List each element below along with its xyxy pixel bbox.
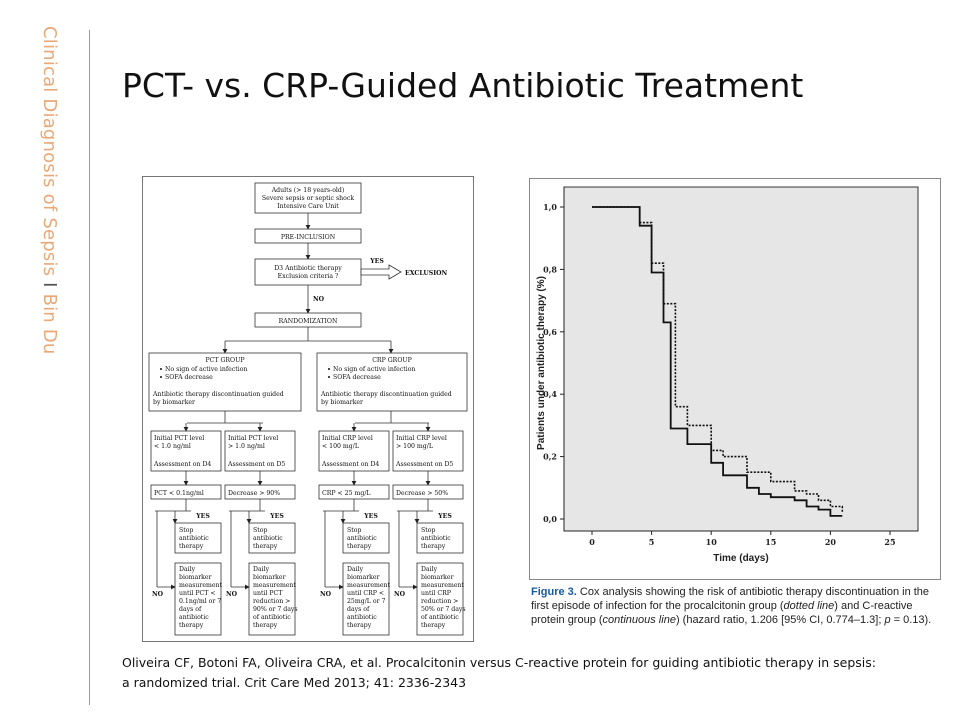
- y-tick-label: 0,2: [543, 451, 557, 462]
- arm-2-daily-line-2: biomarker: [347, 574, 380, 581]
- crp-group-title: CRP GROUP: [372, 357, 412, 364]
- arm-0-daily-line-2: biomarker: [179, 574, 212, 581]
- start-line-2: Severe sepsis or septic shock: [261, 195, 355, 202]
- arm-2-stop-line-1: Stop: [347, 527, 362, 534]
- sidebar-author: Bin Du: [39, 293, 60, 355]
- arm-0-level-line-2: < 1.0 ng/ml: [154, 443, 191, 450]
- figure-caption: [531, 585, 941, 627]
- arm-0-assessment: Assessment on D4: [154, 461, 212, 468]
- arm-2-level-line-1: Initial CRP level: [322, 435, 373, 442]
- arm-1-daily-line-4: until PCT: [253, 590, 283, 597]
- y-tick-label: 0,8: [543, 264, 557, 275]
- arm-2-assessment: Assessment on D4: [322, 461, 380, 468]
- arm-2-daily-line-6: days of: [347, 606, 370, 613]
- arm-2-daily-line-3: measurement: [347, 582, 390, 589]
- crp-bullet-dot-2: [328, 376, 330, 378]
- crp-guide-2: by biomarker: [321, 399, 363, 406]
- arm-1-daily-line-2: biomarker: [253, 574, 286, 581]
- crp-guide-1: Antibiotic therapy discontinuation guided: [321, 391, 452, 398]
- x-axis-label: Time (days): [713, 553, 769, 564]
- exclusion-label: EXCLUSION: [405, 270, 448, 277]
- pct-bullet-2: SOFA decrease: [165, 374, 213, 381]
- arm-1-assessment: Assessment on D5: [228, 461, 286, 468]
- pct-guide-2: by biomarker: [153, 399, 195, 406]
- sidebar-separator: I: [39, 282, 60, 288]
- no-label: NO: [313, 296, 325, 303]
- arm-3-daily-line-8: therapy: [421, 622, 446, 629]
- arm-1-stop-line-3: therapy: [253, 543, 278, 550]
- arm-1-daily-line-5: reduction >: [253, 598, 291, 605]
- arm-0-daily-line-7: antibiotic: [179, 614, 209, 621]
- arm-0-daily-line-4: until PCT <: [179, 590, 216, 597]
- flowchart-panel: [142, 176, 474, 642]
- crp-bullet-dot-1: [328, 368, 330, 370]
- arm-0-stop-line-1: Stop: [179, 527, 194, 534]
- y-tick-label: 1,0: [543, 202, 557, 212]
- arm-1-level-line-2: > 1.0 ng/ml: [228, 443, 265, 450]
- arm-3-stop-line-3: therapy: [421, 543, 446, 550]
- arm-0-yes-label: YES: [196, 513, 210, 520]
- arm-1-daily-line-3: measurement: [253, 582, 296, 589]
- pct-bullet-dot-2: [160, 376, 162, 378]
- decision-line-2: Exclusion criteria ?: [277, 273, 339, 280]
- plot-area: [564, 187, 918, 531]
- arm-1-daily-line-8: therapy: [253, 622, 278, 629]
- arm-1-level-line-1: Initial PCT level: [228, 435, 279, 442]
- start-line-3: Intensive Care Unit: [277, 203, 339, 210]
- sidebar-course-title: [26, 26, 66, 416]
- arm-2-criterion: CRP < 25 mg/L: [322, 490, 371, 497]
- x-tick-label: 10: [705, 537, 717, 547]
- x-tick-label: 20: [824, 537, 836, 547]
- citation: [122, 653, 942, 693]
- pre-inclusion-label: PRE-INCLUSION: [280, 234, 336, 241]
- caption-continuous: continuous line: [602, 614, 676, 626]
- y-tick-label: 0,0: [543, 514, 557, 524]
- arm-3-level-line-1: Initial CRP level: [396, 435, 447, 442]
- arm-3-stop-line-1: Stop: [421, 527, 436, 534]
- y-tick-label: 0,6: [543, 326, 557, 337]
- arm-3-no-label: NO: [394, 591, 406, 598]
- caption-text-4: = 0.13).: [890, 614, 932, 626]
- pct-guide-1: Antibiotic therapy discontinuation guided: [153, 391, 284, 398]
- sidebar-divider: [89, 30, 90, 705]
- x-tick-label: 25: [884, 537, 896, 547]
- decision-line-1: D3 Antibiotic therapy: [274, 265, 342, 272]
- citation-line-1: Oliveira CF, Botoni FA, Oliveira CRA, et al. Procalcitonin versus C-reactive protein for guiding antibiotic therapy in sepsis:: [122, 655, 876, 670]
- arm-1-no-label: NO: [226, 591, 238, 598]
- arm-2-yes-label: YES: [364, 513, 378, 520]
- arm-2-daily-line-4: until CRP <: [347, 590, 385, 597]
- arm-3-daily-line-5: reduction >: [421, 598, 459, 605]
- arm-1-stop-line-2: antibiotic: [253, 535, 283, 542]
- arm-1-criterion: Decrease > 90%: [228, 490, 281, 497]
- arm-2-daily-line-7: antibiotic: [347, 614, 377, 621]
- arm-1-yes-label: YES: [270, 513, 284, 520]
- figure-label: Figure 3.: [531, 586, 577, 598]
- arm-1-daily-line-6: 90% or 7 days: [253, 606, 298, 613]
- arm-1-stop-line-1: Stop: [253, 527, 268, 534]
- arm-0-daily-line-6: days of: [179, 606, 202, 613]
- sidebar-course: Clinical Diagnosis of Sepsis: [39, 26, 60, 277]
- arm-0-stop-line-2: antibiotic: [179, 535, 209, 542]
- pct-group-title: PCT GROUP: [205, 357, 245, 364]
- arm-3-criterion: Decrease > 50%: [396, 490, 449, 497]
- arm-3-assessment: Assessment on D5: [396, 461, 454, 468]
- arm-2-level-line-2: < 100 mg/L: [322, 443, 359, 450]
- kaplan-meier-chart: [530, 179, 940, 579]
- arm-1-daily-line-1: Daily: [253, 566, 270, 573]
- arm-3-daily-line-7: of antibiotic: [421, 614, 459, 621]
- pct-bullet-1: No sign of active infection: [165, 366, 248, 373]
- slide-title: PCT- vs. CRP-Guided Antibiotic Treatment: [122, 66, 804, 105]
- arm-0-level-line-1: Initial PCT level: [154, 435, 205, 442]
- caption-dotted: dotted line: [783, 600, 835, 612]
- x-tick-label: 5: [648, 537, 655, 547]
- kaplan-meier-chart-panel: [529, 178, 941, 580]
- arm-2-no-label: NO: [320, 591, 332, 598]
- x-tick-label: 0: [589, 537, 595, 547]
- arm-3-level-line-2: > 100 mg/L: [396, 443, 433, 450]
- arm-0-stop-line-3: therapy: [179, 543, 204, 550]
- pct-bullet-dot-1: [160, 368, 162, 370]
- caption-text-1: Cox analysis showing the risk of antibiotic therapy discontinuation in the first episode of infection for the procalcitonin group (: [531, 586, 930, 612]
- arm-0-daily-line-3: measurement: [179, 582, 222, 589]
- randomization-label: RANDOMIZATION: [278, 318, 338, 325]
- citation-line-2: a randomized trial. Crit Care Med 2013; 41: 2336-2343: [122, 675, 467, 690]
- arm-0-daily-line-5: 0.1ng/ml or 7: [179, 598, 222, 605]
- crp-bullet-1: No sign of active infection: [333, 366, 416, 373]
- caption-text-2: ) and C-reactive protein group (: [531, 600, 913, 626]
- caption-text-3: ) (hazard ratio, 1.206 [95% CI, 0.774–1.3];: [675, 614, 885, 626]
- arm-3-daily-line-2: biomarker: [421, 574, 454, 581]
- arm-0-daily-line-8: therapy: [179, 622, 204, 629]
- yes-label: YES: [370, 258, 384, 265]
- arm-2-stop-line-2: antibiotic: [347, 535, 377, 542]
- arm-2-daily-line-1: Daily: [347, 566, 364, 573]
- caption-p: p: [884, 614, 891, 626]
- y-tick-label: 0,4: [543, 389, 557, 400]
- flowchart: [143, 177, 473, 641]
- arm-3-daily-line-3: measurement: [421, 582, 464, 589]
- arm-1-daily-line-7: of antibiotic: [253, 614, 291, 621]
- y-axis-label: Patients under antibiotic therapy (%): [536, 276, 547, 450]
- arm-3-daily-line-4: until CRP: [421, 590, 451, 597]
- arm-3-daily-line-1: Daily: [421, 566, 438, 573]
- x-tick-label: 15: [765, 537, 777, 547]
- arm-0-daily-line-1: Daily: [179, 566, 196, 573]
- arm-0-no-label: NO: [152, 591, 164, 598]
- arm-2-daily-line-8: therapy: [347, 622, 372, 629]
- arm-3-yes-label: YES: [438, 513, 452, 520]
- arm-0-criterion: PCT < 0.1ng/ml: [154, 490, 204, 497]
- arm-2-stop-line-3: therapy: [347, 543, 372, 550]
- arm-2-daily-line-5: 25mg/L or 7: [347, 598, 386, 605]
- arm-3-daily-line-6: 50% or 7 days: [421, 606, 466, 613]
- start-line-1: Adults (> 18 years-old): [271, 187, 345, 194]
- crp-bullet-2: SOFA decrease: [333, 374, 381, 381]
- arm-3-stop-line-2: antibiotic: [421, 535, 451, 542]
